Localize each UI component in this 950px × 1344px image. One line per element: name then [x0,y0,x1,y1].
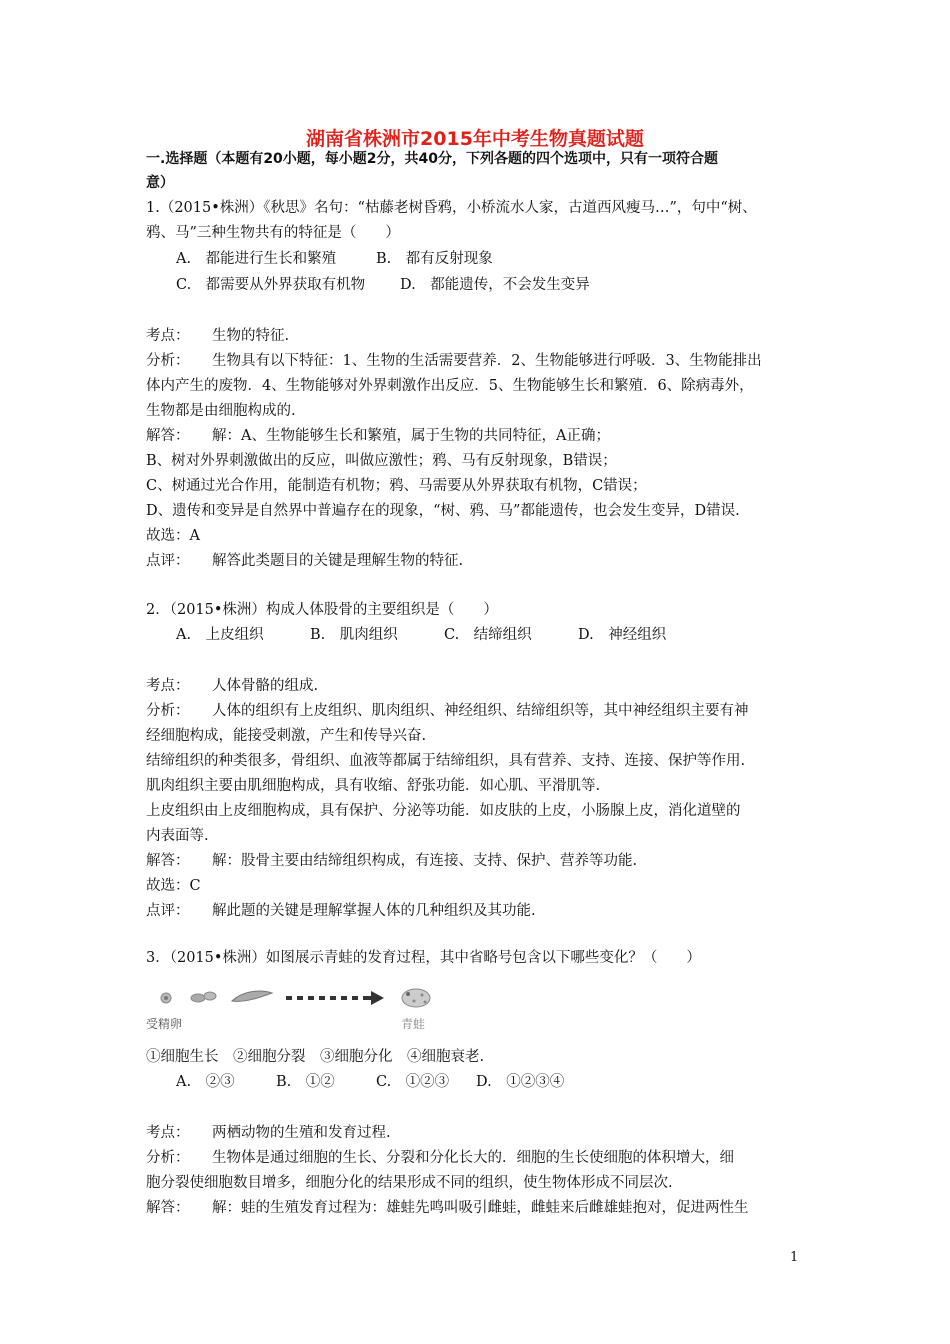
q3-jieda [146,1198,816,1218]
q2-fenxi-cont2: 结缔组织的种类很多，骨组织、血液等都属于结缔组织，具有营养、支持、连接、保护等作用. [146,753,746,769]
dianping-label: 点评： [146,553,190,569]
frog-icon [402,989,430,1007]
q1-fenxi [146,351,816,371]
q2-option-d: D. 神经组织 [578,627,667,643]
q1-option-c: C. 都需要从外界获取有机物 [176,277,366,293]
fenxi-label: 分析： [146,1150,190,1166]
page-number: 1 [790,1250,799,1265]
q3-kaodian-text: 两栖动物的生殖和发育过程. [212,1125,391,1141]
q1-jieda [146,426,816,446]
q1-kaodian-text: 生物的特征. [212,328,290,344]
q2-fenxi-text: 人体的组织有上皮组织、肌肉组织、神经组织、结缔组织等，其中神经组织主要有神 [212,703,749,719]
q3-option-a: A. ②③ [176,1074,235,1090]
q1-stem-cont: 鸦、马”三种生物共有的特征是（ ） [146,225,400,241]
tadpole-icon [232,991,272,1001]
fenxi-label: 分析： [146,353,190,369]
q1-dianping [146,551,816,571]
q3-kaodian [146,1123,816,1143]
embryo-icon [191,992,216,1002]
q2-dianping [146,901,816,921]
kaodian-label: 考点： [146,328,190,344]
q1-dianping-text: 解答此类题目的关键是理解生物的特征. [212,553,464,569]
section-heading: 一.选择题（本题有20小题，每小题2分，共40分，下列各题的四个选项中，只有一项符合题 [146,151,719,167]
kaodian-label: 考点： [146,678,190,694]
jieda-label: 解答： [146,428,190,444]
section-heading-cont: 意） [146,175,174,191]
q3-stem: 3．（2015•株洲）如图展示青蛙的发育过程，其中省略号包含以下哪些变化？（ ） [146,950,701,966]
q1-stem: 1.（2015•株洲）《秋思》名句：“枯藤老树昏鸦，小桥流水人家，古道西风瘦马…”，句中“树、 [146,200,757,216]
q2-fenxi-cont5: 内表面等. [146,828,209,844]
q3-option-d: D. ①②③④ [476,1074,565,1090]
ellipsis-arrow-icon [286,991,384,1005]
q2-jieda-text: 解：股骨主要由结缔组织构成，有连接、支持、保护、营养等功能. [212,853,638,869]
q2-fenxi-cont3: 肌肉组织主要由肌细胞构成，具有收缩、舒张功能．如心肌、平滑肌等. [146,778,601,794]
q2-kaodian-text: 人体骨骼的组成. [212,678,319,694]
q2-kaodian [146,676,816,696]
q2-fenxi-cont: 经细胞构成，能接受刺激，产生和传导兴奋. [146,728,427,744]
q2-fenxi-cont4: 上皮组织由上皮细胞构成，具有保护、分泌等功能．如皮肤的上皮，小肠腺上皮，消化道壁的 [146,803,741,819]
kaodian-label: 考点： [146,1125,190,1141]
q2-option-c: C. 结缔组织 [444,627,532,643]
q1-option-d: D. 都能遗传，不会发生变异 [400,277,590,293]
q2-stem: 2．（2015•株洲）构成人体股骨的主要组织是（ ） [146,602,498,618]
q1-option-b: B. 都有反射现象 [376,251,493,267]
q1-jieda-b: B、树对外界刺激做出的反应，叫做应激性；鸦、马有反射现象，B错误； [146,453,617,469]
q1-options-cd [176,275,846,295]
q2-fenxi [146,701,816,721]
q3-option-b: B. ①② [276,1074,335,1090]
q1-jieda-text: 解：A、生物能够生长和繁殖，属于生物的共同特征，A正确； [212,428,610,444]
q3-items: ①细胞生长 ②细胞分裂 ③细胞分化 ④细胞衰老. [146,1049,485,1065]
fenxi-label: 分析： [146,703,190,719]
q1-answer: 故选：A [146,528,200,544]
q1-option-a: A. 都能进行生长和繁殖 [176,251,337,267]
q1-options-ab [176,249,846,269]
q1-fenxi-cont2: 生物都是由细胞构成的. [146,403,296,419]
q1-jieda-c: C、树通过光合作用，能制造有机物；鸦、马需要从外界获取有机物，C错误； [146,478,647,494]
figure-label-frog: 青蛙 [401,1017,426,1031]
q2-dianping-text: 解此题的关键是理解掌握人体的几种组织及其功能. [212,903,536,919]
q2-jieda [146,851,816,871]
q3-fenxi [146,1148,816,1168]
jieda-label: 解答： [146,853,190,869]
figure-label-egg: 受精卵 [146,1017,183,1031]
q3-options [176,1072,846,1092]
q3-fenxi-text: 生物体是通过细胞的生长、分裂和分化长大的．细胞的生长使细胞的体积增大，细 [212,1150,734,1166]
q3-option-c: C. ①②③ [376,1074,450,1090]
q1-fenxi-cont: 体内产生的废物．4、生物能够对外界刺激作出反应．5、生物能够生长和繁殖．6、除病毒外， [146,378,754,394]
fertilized-egg-icon [161,993,171,1003]
document-title: 湖南省株洲市2015年中考生物真题试题 [306,128,644,150]
q2-answer: 故选：C [146,878,201,894]
jieda-label: 解答： [146,1200,190,1216]
q1-kaodian [146,326,816,346]
q3-jieda-text: 解：蛙的生殖发育过程为：雄蛙先鸣叫吸引雌蛙，雌蛙来后雌雄蛙抱对，促进两性生 [212,1200,749,1216]
dianping-label: 点评： [146,903,190,919]
q2-option-a: A. 上皮组织 [176,627,264,643]
q1-jieda-d: D、遗传和变异是自然界中普遍存在的现象，“树、鸦、马”都能遗传，也会发生变异，D错误. [146,503,740,519]
frog-development-figure [146,981,466,1031]
q2-options [176,625,846,645]
q1-fenxi-text: 生物具有以下特征：1、生物的生活需要营养．2、生物能够进行呼吸．3、生物能排出 [212,353,762,369]
q2-option-b: B. 肌肉组织 [310,627,398,643]
q3-fenxi-cont: 胞分裂使细胞数目增多，细胞分化的结果形成不同的组织，使生物体形成不同层次. [146,1175,673,1191]
